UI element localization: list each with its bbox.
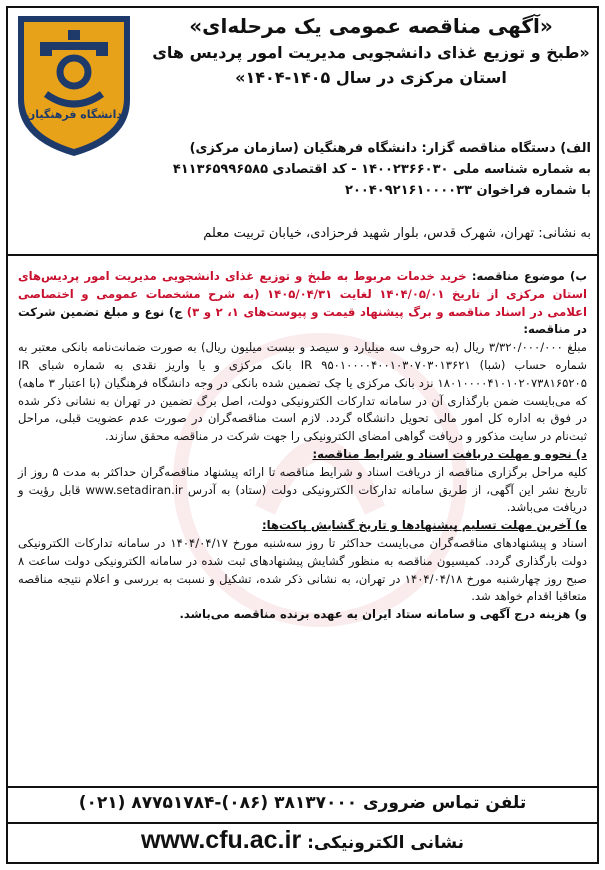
- logo-caption: دانشگاه فرهنگیان: [25, 108, 123, 121]
- website-label: نشانی الکترونیکی:: [307, 833, 465, 853]
- guarantee-label: ج) نوع و مبلغ تضمین شرکت در مناقصه:: [18, 304, 587, 337]
- title-line-2: «طبخ و توزیع غذای دانشجویی مدیریت امور پردیس های: [152, 43, 590, 62]
- organizer-line-2: به شماره شناسه ملی ۱۴۰۰۲۳۶۶۰۳۰ - کد اقتصادی ۴۱۱۳۶۵۹۹۶۵۸۵: [172, 162, 591, 177]
- website-link[interactable]: www.cfu.ac.ir: [140, 826, 302, 854]
- contact-phone: تلفن تماس ضروری ۳۸۱۳۷۰۰۰ (۰۸۶)-۸۷۷۵۱۷۸۴ (۰۲۱): [78, 793, 527, 813]
- divider-top: [8, 254, 597, 256]
- organizer-line-1: الف) دستگاه مناقصه گزار: دانشگاه فرهنگیان (سازمان مرکزی): [189, 141, 591, 156]
- divider-footer-mid: [8, 822, 597, 824]
- deadline-label: ه) آخرین مهلت تسلیم پیشنهادها و تاریخ گشایش پاکت‌ها:: [262, 518, 587, 533]
- website-line: [8, 825, 597, 858]
- subject-text: خرید خدمات مربوط به طبخ و توزیع غذای دانشجویی مدیریت امور پردیس‌های استان مرکزی از تاریخ ۱۴۰۴/۰۵/۰۱ لغایت ۱۴۰۵/۰۴/۳۱ (به شرح مشخصات عمومی و اختصاصی اعلامی در اسناد مناقصه و برگ پیشنهاد قیمت و پیوست‌های ۱، ۲ و ۳): [18, 269, 588, 319]
- subject-label: ب) موضوع مناقصه:: [471, 269, 588, 283]
- notice-body: [8, 262, 597, 624]
- paragraph-documents: کلیه مراحل برگزاری مناقصه از دریافت اسناد و شرایط مناقصه تا ارائه پیشنهاد مناقصه‌گران حداکثر به مدت ۵ روز از تاریخ نشر این آگهی، از طریق سامانه تدارکات الکترونیکی دولت (ستاد) به آدرس www.setadiran.ir قابل رؤیت و دریافت می‌باشد.: [18, 464, 587, 515]
- documents-label: د) نحوه و مهلت دریافت اسناد و شرایط مناقصه:: [312, 446, 587, 461]
- paragraph-subject: [18, 268, 587, 339]
- organizer-info: [151, 138, 591, 201]
- organizer-address: به نشانی: تهران، شهرک قدس، بلوار شهید فرحزادی، خیابان تربیت معلم: [203, 226, 591, 241]
- title-line-3: استان مرکزی در سال ۱۴۰۵-۱۴۰۴»: [235, 68, 507, 87]
- paragraph-deadline: اسناد و پیشنهادهای مناقصه‌گران می‌بایست حداکثر تا روز سه‌شنبه مورخ ۱۴۰۴/۰۴/۱۷ در سامانه تدارکات الکترونیکی دولت بارگذاری گردد. کمیسیون مناقصه به منظور گشایش پیشنهادهای ثبت شده در سامانه الکترونیکی دولت ساعت ۸ صبح روز چهارشنبه مورخ ۱۴۰۴/۰۴/۱۸ در تهران، به نشانی ذکر شده، تشکیل و نسبت به بررسی و اعلام نتیجه مناقصه متعاقبا اقدام خواهد شد.: [18, 535, 587, 604]
- notice-title: [151, 12, 591, 90]
- paragraph-cost: و) هزینه درج آگهی و سامانه ستاد ایران به عهده برنده مناقصه می‌باشد.: [179, 607, 587, 622]
- organizer-line-3: با شماره فراخوان ۲۰۰۴۰۹۲۱۶۱۰۰۰۰۳۳: [345, 183, 591, 198]
- paragraph-guarantee: مبلغ ۳/۳۲۰/۰۰۰/۰۰۰ ریال (به حروف سه میلیارد و سیصد و بیست میلیون ریال) به صورت ضمانت‌نامه بانکی معتبر به شماره حساب (شبا) IR ۹۵۰۱۰۰۰۰۴۰۰۱۰۳۰۷۰۳۰۱۳۶۲۱ بانک مرکزی و یا واریز نقدی به شماره شبای IR ۱۸۰۱۰۰۰۰۴۱۰۱۰۲۰۷۳۸۱۶۵۲۰۵ نزد بانک مرکزی یا چک تضمین شده بانکی در وجه دانشگاه فرهنگیان (با اعتبار ۳ ماهه) که می‌بایست ضمن بارگذاری آن در سامانه تدارکات الکترونیکی دولت، اصل برگ تضمین در تهران به نشانی ذکر شده در فوق به اداره کل امور مالی تحویل دانشگاه گردد. لازم است مناقصه‌گران در صورت عدم عضویت قبلی، مراحل ثبت‌نام در سایت مذکور و دریافت گواهی امضای الکترونیکی را جهت شرکت در مناقصه محقق سازند.: [18, 340, 587, 444]
- title-line-1: «آگهی مناقصه عمومی یک مرحله‌ای»: [189, 14, 553, 38]
- university-logo: [10, 10, 138, 160]
